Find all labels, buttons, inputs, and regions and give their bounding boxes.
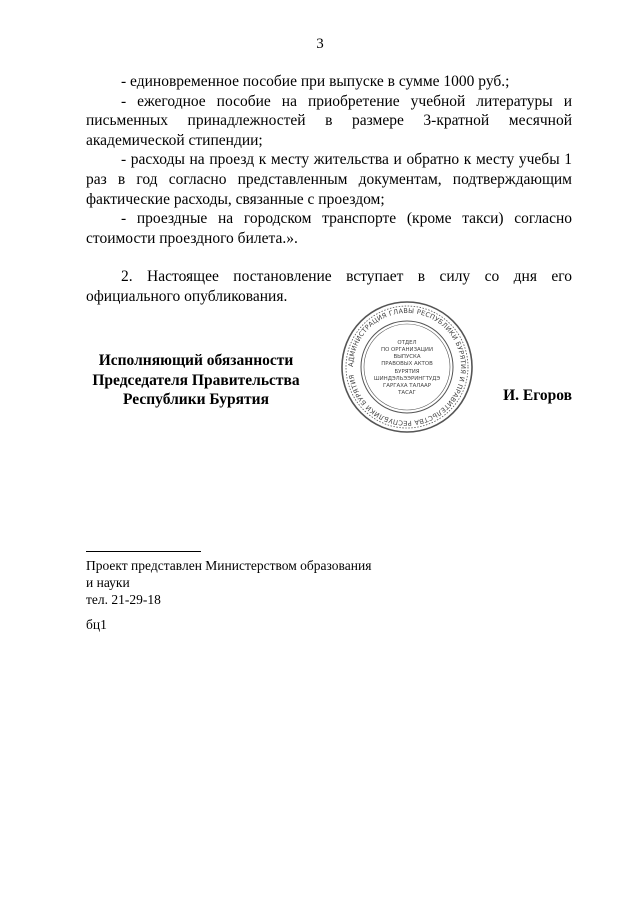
seal-center-text: ПРАВОВЫХ АКТОВ [381, 361, 433, 367]
signer-title-line: Председателя Правительства [92, 371, 300, 389]
paragraph-graduation-allowance: - единовременное пособие при выпуске в сумме 1000 руб.; [121, 73, 510, 90]
signer-title-line: Республики Бурятия [123, 391, 269, 409]
footnote-phone: тел. 21-29-18 [86, 592, 161, 607]
page-number: 3 [316, 36, 324, 52]
seal-center-text: БУРЯТИЯ [394, 369, 420, 375]
seal-ring-text: АДМИНИСТРАЦИЯ ГЛАВЫ РЕСПУБЛИКИ БУРЯТИЯ И ПРАВИТЕЛЬСТВА РЕСПУБЛИКИ БУРЯТИЯ [346, 306, 468, 428]
document-body [86, 72, 572, 307]
footnote [86, 557, 406, 608]
footnote-line: Проект представлен Министерством образования [86, 558, 372, 573]
seal-center-text: ПО ОРГАНИЗАЦИИ [381, 347, 433, 353]
signer-name: И. Егоров [503, 387, 572, 404]
signer-title-line: Исполняющий обязанности [98, 352, 294, 369]
seal-center-text: ВЫПУСКА [393, 354, 421, 360]
paragraph-city-transport: - проездные на городском транспорте (кроме такси) согласно стоимости проездного билета.». [86, 210, 572, 247]
document-code: бц1 [86, 617, 107, 632]
paragraph-annual-allowance: - ежегодное пособие на приобретение учебной литературы и письменных принадлежностей в размере 3-кратной месячной академической стипендии; [86, 92, 572, 149]
seal-center-text: ТАСАГ [398, 390, 416, 396]
footnote-divider [86, 551, 201, 552]
seal-center-text: ШИНДЭЛЬЭЭРИНГТУДЭ [373, 376, 441, 382]
official-seal [340, 300, 474, 434]
signer-title [86, 351, 306, 410]
paragraph-travel-expenses: - расходы на проезд к месту жительства и обратно к месту учебы 1 раз в год согласно представленным документам, подтверждающим фактические расходы, связанные с проездом; [86, 151, 572, 208]
footnote-line: и науки [86, 575, 130, 590]
seal-center-text: ГАРГАХА ТАЛААР [383, 383, 431, 389]
seal-center-text: ОТДЕЛ [397, 340, 417, 346]
paragraph-entry-into-force: 2. Настоящее постановление вступает в силу со дня его официального опубликования. [86, 268, 572, 305]
